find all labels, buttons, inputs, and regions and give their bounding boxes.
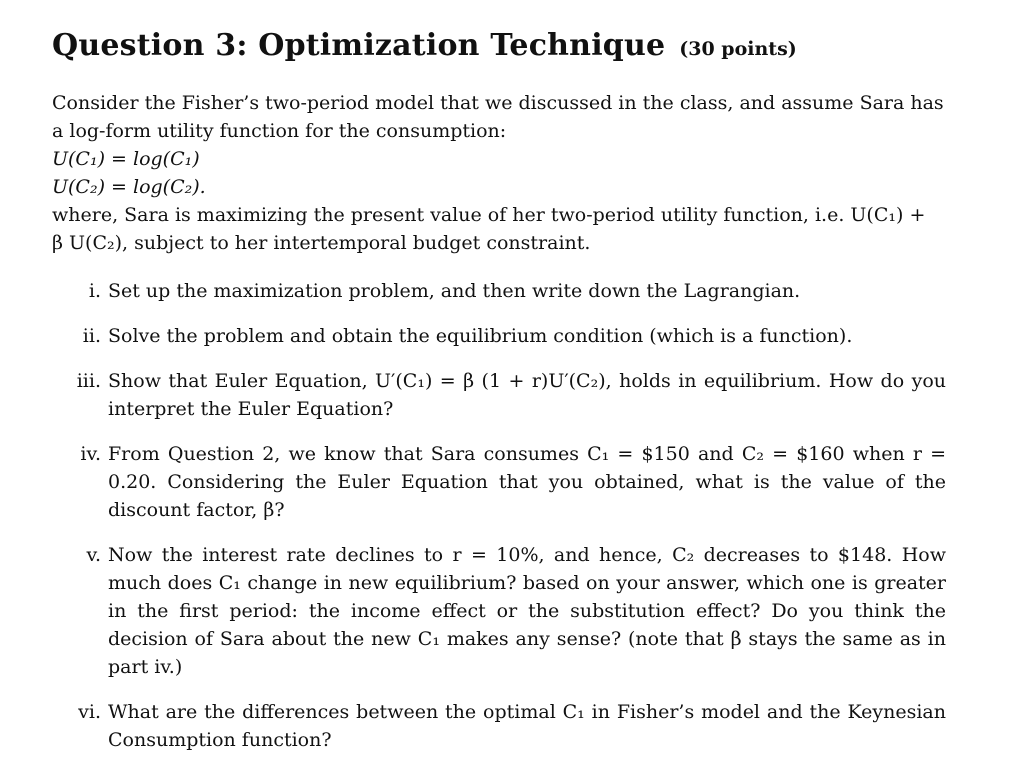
question-header	[52, 28, 946, 63]
part-number: vi.	[78, 701, 101, 723]
question-part-iii	[72, 367, 946, 423]
question-part-ii	[72, 322, 946, 350]
part-number: iv.	[80, 443, 101, 465]
part-number: v.	[86, 544, 101, 566]
constraint-line-2: β U(C₂), subject to her intertemporal budget constraint.	[52, 232, 591, 254]
part-number: i.	[88, 280, 101, 302]
intro-line-2: a log-form utility function for the consumption:	[52, 120, 507, 142]
part-text: From Question 2, we know that Sara consumes C₁ = $150 and C₂ = $160 when r = 0.20. Considering the Euler Equation that you obtained, what is the value of the discount factor, β?	[108, 443, 946, 521]
constraint-line-1: where, Sara is maximizing the present value of her two-period utility function, i.e. U(C₁) +	[52, 204, 926, 226]
part-number: ii.	[82, 325, 101, 347]
question-part-i	[72, 277, 946, 305]
part-text: Now the interest rate declines to r = 10%, and hence, C₂ decreases to $148. How much does C₁ change in new equilibrium? based on your answer, which one is greater in the first period: the income effect or the substitution effect? Do you think the decision of Sara about the new C₁ makes any sense? (note that β stays the same as in part iv.)	[108, 544, 946, 678]
utility-equation-1: U(C₁) = log(C₁)	[52, 148, 200, 170]
part-text: Show that Euler Equation, U′(C₁) = β (1 + r)U′(C₂), holds in equilibrium. How do you interpret the Euler Equation?	[108, 370, 946, 420]
question-parts-list	[52, 277, 946, 754]
part-text: Solve the problem and obtain the equilibrium condition (which is a function).	[108, 325, 853, 347]
question-intro	[52, 89, 946, 257]
question-part-vi	[72, 698, 946, 754]
intro-line-1: Consider the Fisher’s two-period model that we discussed in the class, and assume Sara has	[52, 92, 944, 114]
utility-equation-2: U(C₂) = log(C₂).	[52, 176, 206, 198]
question-title: Question 3: Optimization Technique	[52, 28, 666, 63]
part-text: Set up the maximization problem, and then write down the Lagrangian.	[108, 280, 801, 302]
part-text: What are the differences between the optimal C₁ in Fisher’s model and the Keynesian Consumption function?	[108, 701, 946, 751]
question-part-v	[72, 541, 946, 681]
question-points: (30 points)	[679, 38, 797, 60]
question-part-iv	[72, 440, 946, 524]
part-number: iii.	[76, 370, 101, 392]
question-page	[52, 28, 946, 771]
